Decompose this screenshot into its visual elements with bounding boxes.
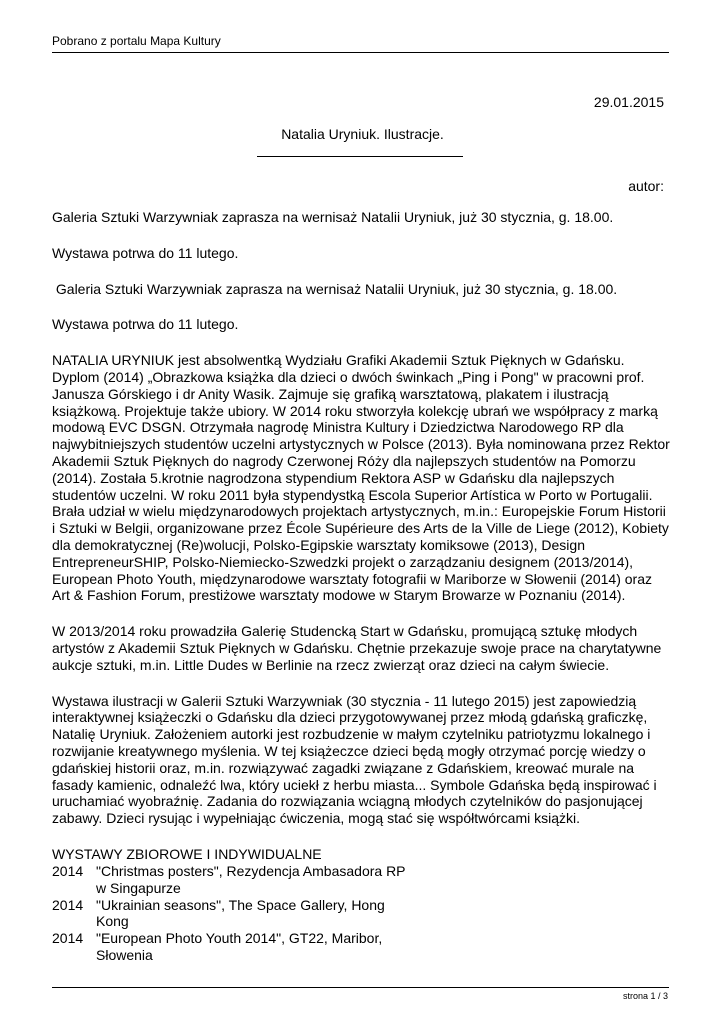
article-title: Natalia Uryniuk. Ilustracje. bbox=[281, 126, 444, 142]
title-underline bbox=[257, 156, 463, 157]
article-body bbox=[52, 209, 672, 882]
exhibition-year: 2014 bbox=[52, 930, 84, 947]
paragraph-duration-repeat: Wystawa potrwa do 11 lutego. bbox=[52, 316, 239, 333]
paragraph-biography: NATALIA URYNIUK jest absolwentką Wydziału Grafiki Akademii Sztuk Pięknych w Gdańsku. Dyplom (2014) „Obrazkowa książka dla dzieci o dwóch świnkach „Ping i Pong" w pracowni prof. Janusza Górskiego i dr Anity Wasik. Zajmuje się grafiką warsztatową, plakatem i ilustracją książkową. Projektuje także ubiory. W 2014 roku stworzyła kolekcję ubrań we współpracy z marką modową EVC DSGN. Otrzymała nagrodę Ministra Kultury i Dziedzictwa Narodowego RP dla najwybitniejszych studentów uczelni artystycznych w Polsce (2013). Była nominowana przez Rektor Akademii Sztuk Pięknych do nagrody Czerwonej Róży dla najlepszych studentów na Pomorzu (2014). Została 5.krotnie nagrodzona stypendium Rektora ASP w Gdańsku dla najlepszych studentów uczelni. W roku 2011 była stypendystką Escola Superior Artística w Porto w Portugalii. Brała udział w wielu międzynarodowych projektach artystycznych, m.in.: Europejskie Forum Historii i Sztuki w Belgii, organizowane przez École Supérieure des Arts de la Ville de Liege (2012), Kobiety dla demokratycznej (Re)wolucji, Polsko-Egipskie warsztaty komiksowe (2013), Design EntrepreneurSHIP, Polsko-Niemiecko-Szwedzki projekt o zarządzaniu designem (2013/2014), European Photo Youth, międzynarodowe warsztaty fotografii w Mariborze w Słowenii (2014) oraz Art & Fashion Forum, prestiżowe warsztaty modowe w Starym Browarze w Poznaniu (2014). bbox=[52, 352, 670, 604]
exhibitions-list bbox=[52, 863, 672, 964]
paragraph-duration: Wystawa potrwa do 11 lutego. bbox=[52, 244, 239, 261]
list-item bbox=[52, 863, 672, 897]
paragraph-exhibition-description: Wystawa ilustracji w Galerii Sztuki Warzywniak (30 stycznia - 11 lutego 2015) jest zapowiedzią interaktywnej książeczki o Gdańsku dla dzieci przygotowywanej przez młodą gdańską graficzkę, Natalię Uryniuk. Założeniem autorki jest rozbudzenie w małym czytelniku patriotyzmu lokalnego i rozwijanie kreatywnego myślenia. W tej książeczce dzieci będą mogły otrzymać porcję wiedzy o gdańskiej historii oraz, m.in. rozwiązywać zagadki związane z Gdańskiem, kreować murale na fasady kamienic, odnaleźć lwa, który uciekł z herbu miasta... Symbole Gdańska będą inspirować i uruchamiać wyobraźnię. Zadania do rozwiązania wciągną młodych czytelników do pasjonującej zabawy. Dzieci rysując i wypełniając ćwiczenia, mogą stać się współtwórcami książki. bbox=[52, 692, 657, 827]
header-divider bbox=[52, 52, 669, 53]
exhibition-title: "Ukrainian seasons", The Space Gallery, Hong Kong bbox=[96, 896, 385, 930]
footer-divider bbox=[52, 987, 669, 988]
page-header-source: Pobrano z portalu Mapa Kultury bbox=[52, 34, 221, 48]
page-number: strona 1 / 3 bbox=[622, 991, 668, 1001]
paragraph-invitation-repeat: Galeria Sztuki Warzywniak zaprasza na wernisaż Natalii Uryniuk, już 30 stycznia, g. 18.00. bbox=[52, 280, 618, 297]
exhibition-year: 2014 bbox=[52, 863, 84, 879]
article-date: 29.01.2015 bbox=[593, 94, 664, 110]
list-item bbox=[52, 930, 672, 964]
author-label: autor: bbox=[628, 178, 664, 194]
paragraph-invitation: Galeria Sztuki Warzywniak zaprasza na wernisaż Natalii Uryniuk, już 30 stycznia, g. 18.00. bbox=[52, 209, 614, 225]
section-heading-exhibitions: WYSTAWY ZBIOROWE I INDYWIDUALNE bbox=[52, 845, 322, 862]
paragraph-gallery-start: W 2013/2014 roku prowadziła Galerię Studencką Start w Gdańsku, promującą sztukę młodych artystów z Akademii Sztuk Pięknych w Gdańsku. Chętnie przekazuje swoje prace na charytatywne aukcje sztuki, m.in. Little Dudes w Berlinie na rzecz zwierząt oraz dzieci na całym świecie. bbox=[52, 623, 662, 673]
list-item bbox=[52, 897, 672, 931]
exhibition-year: 2014 bbox=[52, 896, 84, 913]
exhibition-title: "Christmas posters", Rezydencja Ambasadora RP w Singapurze bbox=[96, 863, 406, 896]
exhibition-title: "European Photo Youth 2014", GT22, Maribor, Słowenia bbox=[96, 930, 383, 963]
